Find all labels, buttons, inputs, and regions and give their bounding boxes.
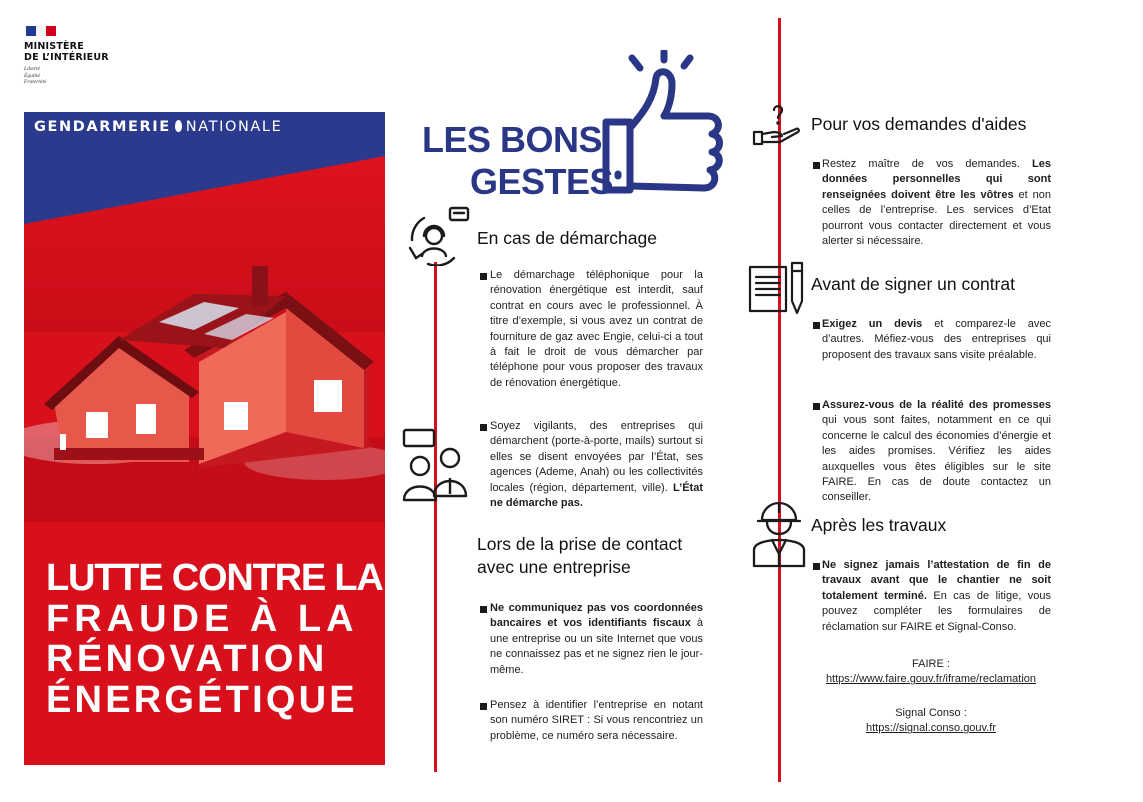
thumbs-up-icon <box>572 50 734 200</box>
fin-travaux-warning: Ne signez jamais l’attestation de fin de travaux avant que le chantier ne soit totalement terminé. <box>822 559 1051 602</box>
bullet <box>480 703 487 710</box>
contrat-paragraph-2 <box>822 398 1051 506</box>
contrat-paragraph-2-text: qui vous sont faites, notamment en ce qui concerne le calcul des économies d’énergie et les aides promises. Vérifiez les aides auxquelles vous êtes éligibles sur le site FAIRE. En cas de doute contactez un conseiller. <box>822 414 1051 504</box>
motto-egalite: Égalité <box>24 72 40 79</box>
cover-title-line2: FRAUDE À LA <box>46 597 359 640</box>
people-discussion-icon <box>400 428 470 502</box>
contact-heading <box>477 533 682 579</box>
contact-paragraph-1 <box>490 601 703 678</box>
faire-block <box>800 657 1062 688</box>
bullet <box>813 403 820 410</box>
cover-title-line1: LUTTE CONTRE LA <box>46 557 383 599</box>
house-illustration-icon <box>24 252 385 522</box>
ministry-name-line2: DE L’INTÉRIEUR <box>24 52 109 63</box>
bullet <box>813 162 820 169</box>
travaux-paragraph-1-text: En cas de litige, vous pouvez compléter les formulaires de réclamation sur FAIRE et Signal-Conso. <box>822 589 1051 633</box>
aides-paragraph-1-text2: et non celles de l’entreprise. Les services d’Etat pourront vous contacter directement et vous alerter si nécessaire. <box>822 188 1051 248</box>
bullet <box>813 322 820 329</box>
contact-warning: Ne communiquez pas vos coordonnées bancaires et vos identifiants fiscaux <box>490 602 703 630</box>
contrat-paragraph-1-text: et comparez-le avec d’autres. Méfiez-vous des entreprises qui proposent des travaux sans visite préalable. <box>822 318 1051 361</box>
cover-panel <box>24 112 385 765</box>
faire-label: FAIRE : <box>912 658 950 670</box>
contact-heading-line1: Lors de la prise de contact <box>477 534 683 554</box>
faire-link[interactable]: https://www.faire.gouv.fr/iframe/reclamation <box>825 673 1037 686</box>
cover-title-line4: ÉNERGÉTIQUE <box>46 678 358 721</box>
motto-liberte: Liberté <box>24 66 40 72</box>
demarchage-heading: En cas de démarchage <box>477 228 657 248</box>
aides-paragraph-1-text1: Restez maître de vos demandes. <box>822 158 1033 170</box>
travaux-paragraph-1 <box>822 558 1051 635</box>
bons-gestes-line1: LES BONS <box>422 119 603 160</box>
gendarmerie-word: GENDARMERIE <box>34 119 171 135</box>
contact-paragraph-1-text: à une entreprise ou un site Internet que vous ne connaissez pas et ne signez rien le jour-même. <box>490 617 703 676</box>
aides-warning: Les données personnelles qui sont renseignées doivent être les vôtres <box>822 158 1051 201</box>
devis-warning: Exigez un devis <box>822 318 923 330</box>
contrat-paragraph-1 <box>822 317 1051 363</box>
contact-heading-line2: avec une entreprise <box>477 557 631 577</box>
demarchage-paragraph-2 <box>490 419 703 511</box>
bullet <box>480 606 487 613</box>
aides-heading: Pour vos demandes d'aides <box>811 114 1027 134</box>
signal-conso-label: Signal Conso : <box>895 707 967 719</box>
worker-helmet-icon <box>750 500 808 568</box>
demarchage-paragraph-1: Le démarchage téléphonique pour la rénovation énergétique est interdit, sauf contrat en cours avec le professionnel. À titre d’exemple, si vous avez un contrat de fourniture de gaz avec Engie, celui-ci a tout à fait le droit de vous démarcher par téléphone pour vous proposer des travaux de rénovation énergétique. <box>490 269 703 389</box>
aides-paragraph-1 <box>822 157 1051 249</box>
promesses-warning: Assurez-vous de la réalité des promesses <box>822 399 1051 411</box>
contact-paragraph-2: Pensez à identifier l’entreprise en notant son numéro SIRET : Si vous rencontriez un problème, ce numéro sera nécessaire. <box>490 699 703 742</box>
ministry-logo <box>24 26 134 86</box>
french-flag-icon <box>26 26 56 36</box>
demarchage-paragraph-2-text: Soyez vigilants, des entreprises qui démarchent (porte-à-porte, mails) surtout si elles se disent envoyées par l’État, ses agences (Ademe, Anah) ou les collectivités locales (région, département, ville). <box>490 420 703 494</box>
signal-conso-link[interactable]: https://signal.conso.gouv.fr <box>865 722 997 735</box>
hand-question-icon <box>752 104 802 146</box>
nationale-word: NATIONALE <box>185 119 283 135</box>
gendarmerie-header <box>34 119 282 135</box>
contrat-heading: Avant de signer un contrat <box>811 274 1015 294</box>
bullet <box>813 563 820 570</box>
cover-title <box>46 557 383 721</box>
middle-red-line <box>434 262 437 772</box>
ministry-name-line1: MINISTÈRE <box>24 41 84 52</box>
motto-fraternite: Fraternité <box>24 79 47 85</box>
contract-pen-icon <box>748 261 810 321</box>
cover-title-line3: RÉNOVATION <box>46 638 328 680</box>
bons-gestes-line2: GESTES <box>470 161 614 202</box>
travaux-heading: Après les travaux <box>811 515 947 535</box>
etat-warning: L’État ne démarche pas. <box>490 481 703 510</box>
signal-conso-block <box>800 706 1062 737</box>
ministry-name <box>24 41 134 63</box>
republic-motto <box>24 66 134 86</box>
bullet <box>480 273 487 280</box>
call-center-icon <box>404 206 474 266</box>
bullet <box>480 424 487 431</box>
flame-icon <box>175 120 182 132</box>
